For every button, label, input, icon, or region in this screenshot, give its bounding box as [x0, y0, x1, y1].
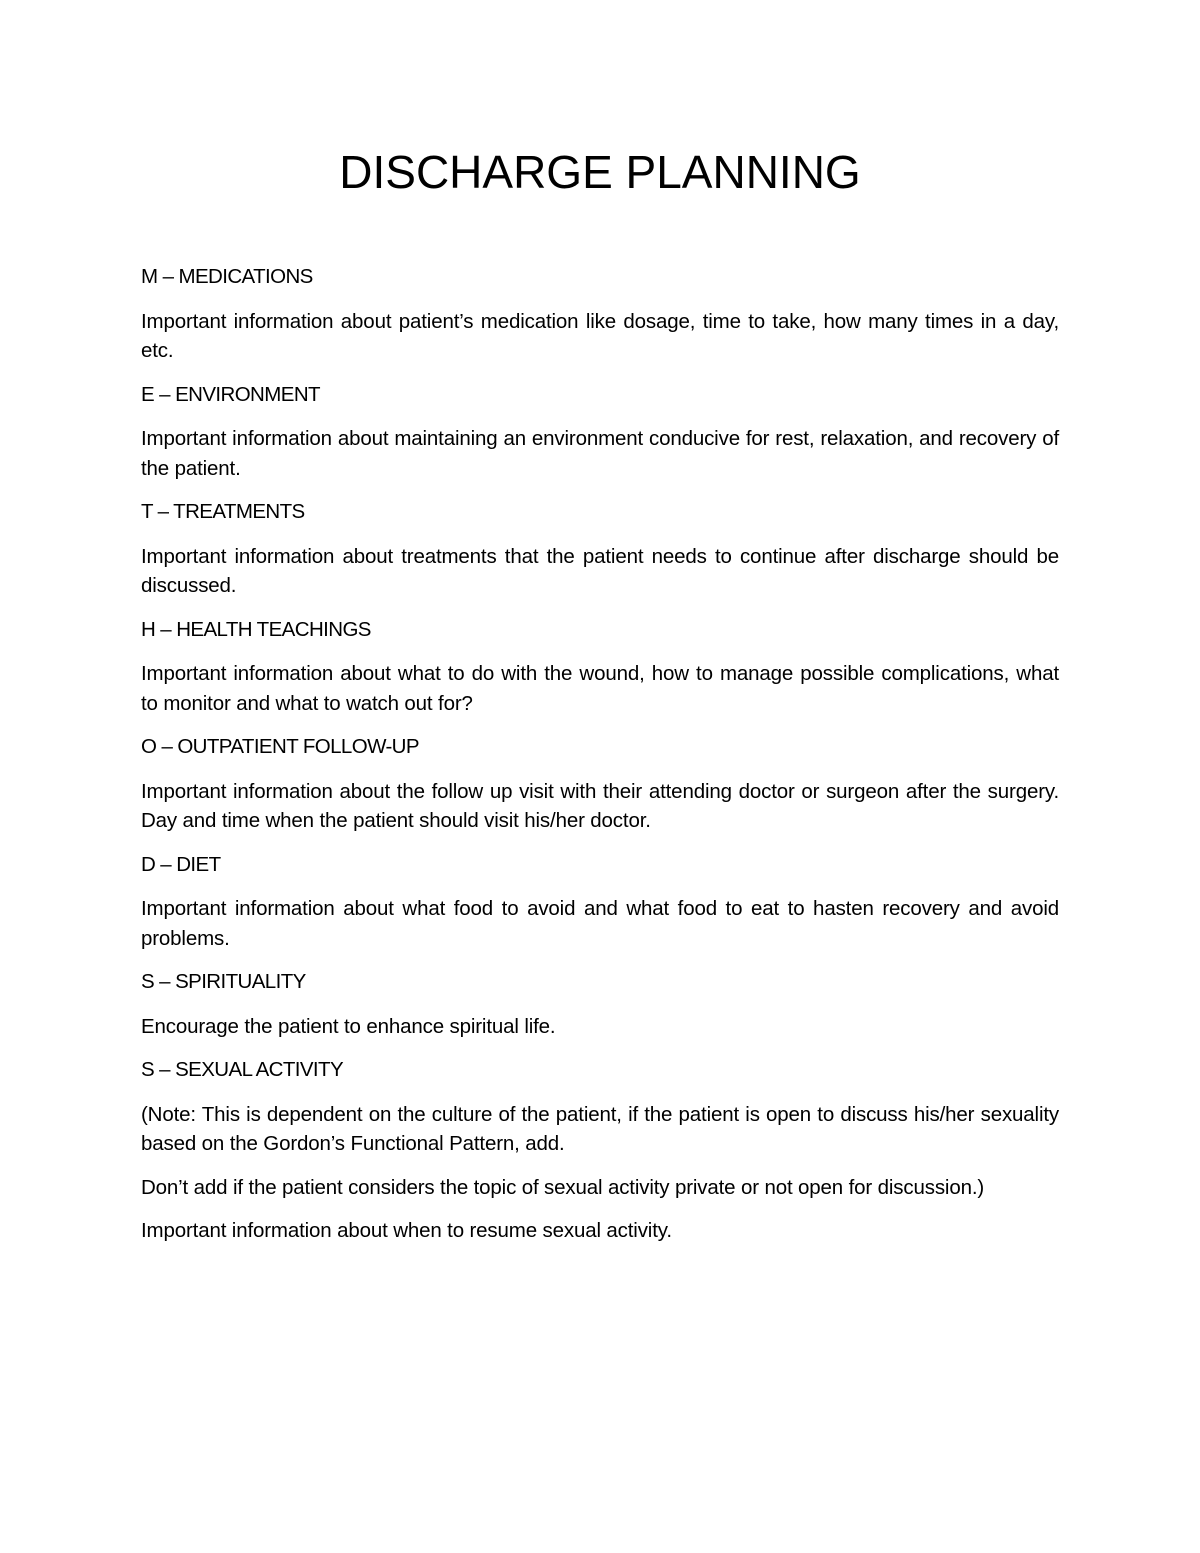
section-paragraph: Don’t add if the patient considers the topic of sexual activity private or not open for discussion.) — [141, 1175, 985, 1199]
section-paragraph: Important information about what food to avoid and what food to eat to hasten recovery and avoid problems. — [141, 897, 1059, 950]
section-heading: S – SPIRITUALITY — [141, 970, 306, 993]
section-outpatient-follow-up — [141, 732, 1059, 836]
section-treatments — [141, 497, 1059, 601]
section-diet — [141, 850, 1059, 954]
document-body — [141, 262, 1059, 1260]
section-heading: T – TREATMENTS — [141, 500, 305, 523]
section-paragraph: Important information about maintaining an environment conducive for rest, relaxation, and recovery of the patient. — [141, 427, 1059, 480]
section-health-teachings — [141, 615, 1059, 719]
section-environment — [141, 380, 1059, 484]
section-paragraph: Important information about what to do with the wound, how to manage possible complications, what to monitor and what to watch out for? — [141, 662, 1059, 715]
section-heading: O – OUTPATIENT FOLLOW-UP — [141, 735, 419, 758]
section-paragraph: Important information about patient’s medication like dosage, time to take, how many times in a day, etc. — [141, 309, 1059, 362]
section-heading: E – ENVIRONMENT — [141, 382, 320, 406]
section-spirituality — [141, 967, 1059, 1041]
section-medications — [141, 262, 1059, 366]
section-paragraph: Important information about when to resume sexual activity. — [141, 1219, 672, 1242]
page-title: DISCHARGE PLANNING — [339, 146, 861, 198]
section-paragraph: Encourage the patient to enhance spiritual life. — [141, 1014, 556, 1038]
section-paragraph: (Note: This is dependent on the culture of the patient, if the patient is open to discuss his/her sexuality based on the Gordon’s Functional Pattern, add. — [141, 1102, 1059, 1155]
section-heading: M – MEDICATIONS — [141, 265, 313, 288]
section-paragraph: Important information about treatments that the patient needs to continue after discharge should be discussed. — [141, 544, 1059, 597]
section-heading: S – SEXUAL ACTIVITY — [141, 1058, 344, 1081]
section-sexual-activity — [141, 1055, 1059, 1246]
section-heading: D – DIET — [141, 852, 221, 876]
section-paragraph: Important information about the follow up visit with their attending doctor or surgeon after the surgery. Day and time when the patient should visit his/her doctor. — [141, 779, 1059, 832]
section-heading: H – HEALTH TEACHINGS — [141, 617, 371, 641]
